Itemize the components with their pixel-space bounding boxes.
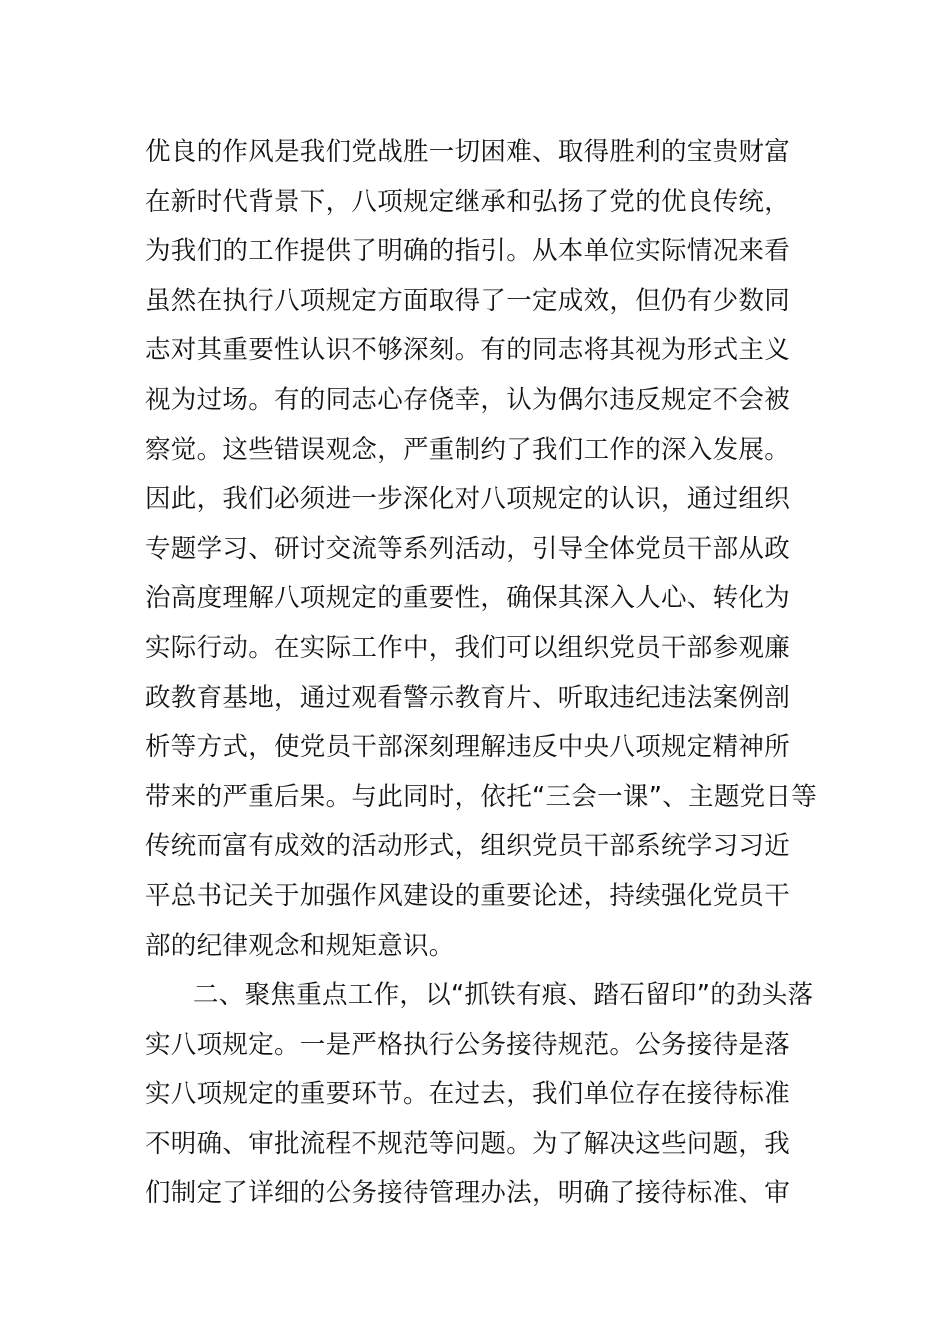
text-line: 平总书记关于加强作风建设的重要论述，持续强化党员干 xyxy=(145,880,791,911)
text-line: 实八项规定。一是严格执行公务接待规范。公务接待是落 xyxy=(145,1029,791,1060)
text-line: 专题学习、研讨交流等系列活动，引导全体党员干部从政 xyxy=(145,533,791,564)
text-line: 实八项规定的重要环节。在过去，我们单位存在接待标准 xyxy=(145,1079,791,1110)
text-line: 为我们的工作提供了明确的指引。从本单位实际情况来看 xyxy=(145,236,791,267)
text-line: 优良的作风是我们党战胜一切困难、取得胜利的宝贵财富 xyxy=(145,137,791,167)
text-line: 析等方式，使党员干部深刻理解违反中央八项规定精神所 xyxy=(145,732,791,763)
text-line: 不明确、审批流程不规范等问题。为了解决这些问题，我 xyxy=(145,1128,791,1159)
text-line: 政教育基地，通过观看警示教育片、听取违纪违法案例剖 xyxy=(145,682,791,713)
text-line: 部的纪律观念和规矩意识。 xyxy=(145,930,455,961)
text-line: 们制定了详细的公务接待管理办法，明确了接待标准、审 xyxy=(145,1178,791,1209)
text-line: 志对其重要性认识不够深刻。有的同志将其视为形式主义 xyxy=(145,335,791,366)
text-line: 在新时代背景下，八项规定继承和弘扬了党的优良传统， xyxy=(145,186,791,217)
text-line: 治高度理解八项规定的重要性，确保其深入人心、转化为 xyxy=(145,583,791,614)
body-text xyxy=(145,128,818,1219)
text-line: 传统而富有成效的活动形式，组织党员干部系统学习习近 xyxy=(145,831,791,862)
text-line: 虽然在执行八项规定方面取得了一定成效，但仍有少数同 xyxy=(145,285,791,316)
text-line: 察觉。这些错误观念，严重制约了我们工作的深入发展。 xyxy=(145,434,791,465)
text-line: 视为过场。有的同志心存侥幸，认为偶尔违反规定不会被 xyxy=(145,384,791,415)
section-heading-line: 二、聚焦重点工作，以“抓铁有痕、踏石留印”的劲头落 xyxy=(193,980,814,1011)
text-line: 因此，我们必须进一步深化对八项规定的认识，通过组织 xyxy=(145,484,791,515)
text-line: 带来的严重后果。与此同时，依托“三会一课”、主题党日等 xyxy=(145,781,818,812)
text-line: 实际行动。在实际工作中，我们可以组织党员干部参观廉 xyxy=(145,632,791,663)
